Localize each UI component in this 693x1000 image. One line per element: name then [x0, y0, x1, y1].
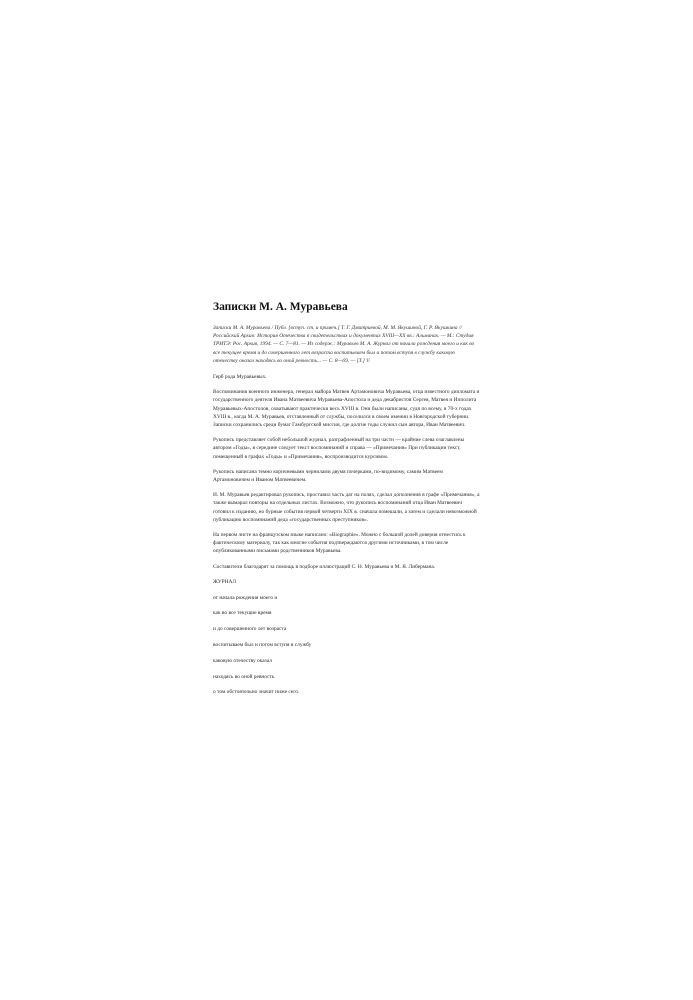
journal-line: о том обстоятельно значит ниже сего. [213, 689, 300, 696]
paragraph-acknowledgements: Составители благодарят за помощь в подборе иллюстраций С. Н. Муравьева и М. Я. Либермана. [213, 563, 436, 570]
journal-line: воспитываем был и потом вступя в службу [213, 642, 312, 649]
document-title: Записки М. А. Муравьева [213, 301, 348, 313]
paragraph-handwriting: Рукопись написана темно коричневыми чернилами двумя почерками, по-видимому, самим Матвеем Артамоновичем и Иваном Матвеевичем. [213, 468, 443, 484]
journal-title-block [213, 578, 481, 697]
journal-line: находясь во оной ревность [213, 673, 275, 680]
journal-line: от начала рождения моего и [213, 594, 278, 601]
paragraph-manuscript-structure: Рукопись представляет собой небольшой журнал, разграфленный на три части — крайние слева озаглавлены автором «Годы», в середине следует текст воспоминаний и справа — «Примечания» При публикации текст, помещенный в графах «Годы» и «Примечания», воспроизводится курсивом. [213, 437, 465, 460]
journal-line: как во все текущие время [213, 610, 272, 617]
paragraph-editing: И. М. Муравьев редактировал рукопись, проставил часть дат на полях, сделал дополнения в графе «Примечания», а также вымарал повторы на отдельных листах. Возможно, что рукопись воспоминаний отца Иван Матвеевич готовил к изданию, но бурные события первой четверти XIX в. сначала помешали, а затем и сделали невозможной публикацию воспоминаний деда «государственных преступников». [213, 492, 480, 523]
journal-heading: ЖУРНАЛ [213, 578, 237, 585]
paragraph-memoir-description: Воспоминания военного инженера, генерал майора Матвея Артамоновича Муравьева, отца известного дипломата и государственного деятеля Ивана Матвеевича Муравьева-Апостола и деда декабристов Сергея, Матвея и Ипполита Муравьевых-Апостолов, охватывают практически весь XVIII в. Они были написаны, судя по всему, в 70-х годах XVIII в., когда М. А. Муравьев, отставленный от службы, поселился в своем имении в Новгородской губернии. Записки сохранились среди бумаг Гамбургской миссии, где долгие годы служил сын автора, Иван Матвеевич. [213, 389, 480, 429]
document-page [213, 300, 481, 704]
journal-line: и до совершенного лет возраста [213, 626, 287, 633]
journal-line: каковую отечеству оказал [213, 657, 272, 664]
paragraph-coat-of-arms: Герб рода Муравьевых. [213, 374, 267, 381]
paragraph-first-sheet: На первом листе на французском языке написано: «Biographie». Можно с большой долей доверия отнестись к фактическому материалу, так как многие события подтверждаются другими источниками, в том числе опубликованными письмами родственников Муравьева. [213, 532, 466, 555]
bibliographic-citation: Записки М. А. Муравьева / Публ. [вступ. ст. и примеч.] Т. Г. Дмитриевой, М. М. Якушиной, Г. Р. Якушкина // Российский Архив: История Отечества в свидетельствах и документах XVIII—XX вв.: Альманах. — М.: Студия ТРИТЭ: Рос. Архив, 1994. — С. 7—81. — Из содерж.: Муравьев М. А. Журнал от начала рождения моего и как во все текущее время и до совершенного лет возраста воспитываем был и потом вступя в службу каковую отечеству оказал находясь во оной ревность... — С. 8—69. — [Т.] V. [213, 325, 475, 364]
